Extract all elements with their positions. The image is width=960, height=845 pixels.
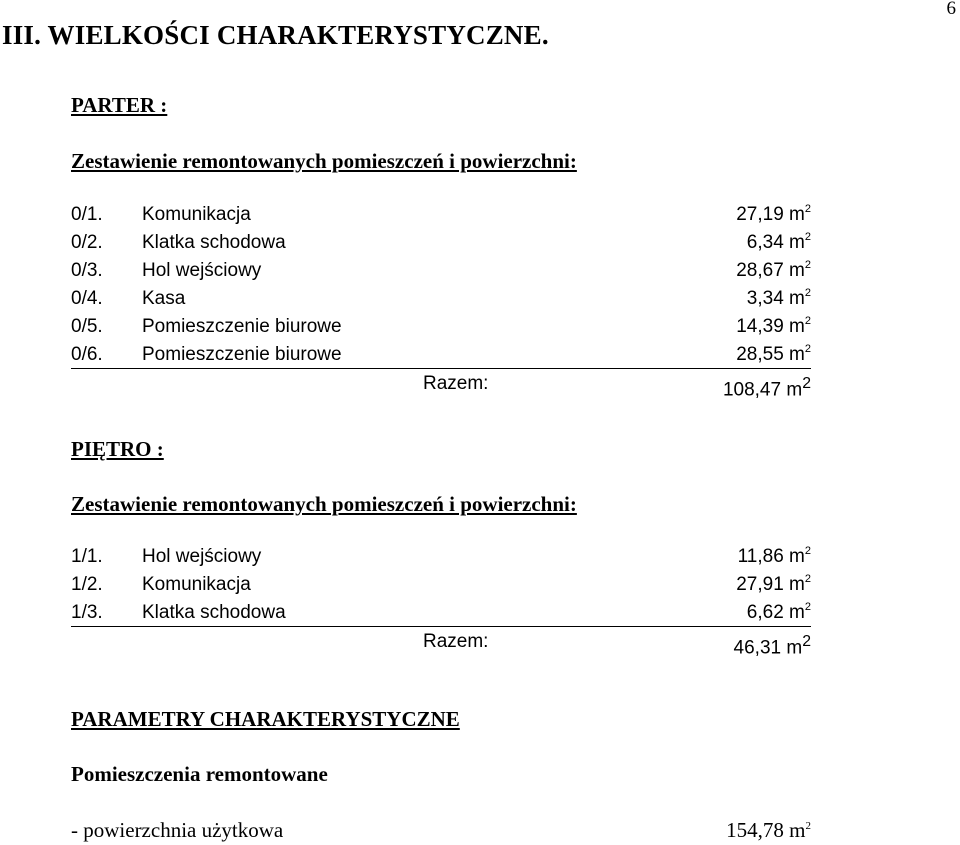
parameter-row — [71, 815, 811, 845]
area-unit-exponent: 2 — [805, 820, 811, 832]
pietro-table-caption: Zestawienie remontowanych pomieszczeń i powierzchni: — [71, 492, 577, 516]
area-unit-exponent: 2 — [802, 375, 811, 392]
room-number: 0/5. — [71, 316, 103, 337]
parameters-group-title: Pomieszczenia remontowane — [71, 762, 328, 786]
total-row — [71, 369, 811, 399]
page-number: 6 — [946, 0, 956, 19]
table-row — [71, 571, 811, 599]
total-row — [71, 627, 811, 657]
table-row — [71, 201, 811, 229]
table-row — [71, 543, 811, 571]
room-area: 14,39 $m^2$ — [736, 315, 811, 337]
area-unit-exponent: 2 — [804, 601, 811, 613]
table-row — [71, 257, 811, 285]
room-area: 3,34 $m^2$ — [746, 287, 811, 309]
total-label: Razem: — [423, 373, 489, 394]
area-unit-exponent: 2 — [804, 343, 811, 355]
room-number: 0/6. — [71, 344, 103, 365]
area-unit-exponent: 2 — [804, 203, 811, 215]
room-area: 6,34 $m^2$ — [746, 231, 811, 253]
room-area: 11,86 $m^2$ — [737, 545, 811, 567]
room-number: 0/4. — [71, 288, 103, 309]
area-unit-exponent: 2 — [804, 315, 811, 327]
table-row — [71, 285, 811, 313]
table-row — [71, 341, 811, 369]
table-row — [71, 313, 811, 341]
parter-room-table — [71, 201, 811, 399]
room-name: Komunikacja — [142, 204, 251, 225]
table-row — [71, 229, 811, 257]
room-name: Kasa — [142, 288, 186, 309]
area-unit-exponent: 2 — [804, 259, 811, 271]
room-number: 0/3. — [71, 260, 103, 281]
room-name: Hol wejściowy — [142, 260, 262, 281]
parter-heading: PARTER : — [71, 93, 168, 117]
room-name: Pomieszczenie biurowe — [142, 344, 342, 365]
room-area: 28,55 $m^2$ — [736, 343, 811, 365]
area-unit-exponent: 2 — [804, 231, 811, 243]
parter-table-caption: Zestawienie remontowanych pomieszczeń i powierzchni: — [71, 149, 577, 173]
pietro-heading: PIĘTRO : — [71, 437, 164, 461]
room-area: 6,62 $m^2$ — [746, 601, 811, 623]
room-number: 1/3. — [71, 602, 103, 623]
room-number: 0/1. — [71, 204, 103, 225]
room-name: Komunikacja — [142, 574, 251, 595]
parameter-value: 154,78 $m^2$ — [726, 818, 811, 842]
room-name: Klatka schodowa — [142, 602, 286, 623]
room-name: Klatka schodowa — [142, 232, 286, 253]
total-label: Razem: — [423, 631, 489, 652]
area-unit-exponent: 2 — [804, 573, 811, 585]
room-name: Hol wejściowy — [142, 546, 262, 567]
room-area: 27,91 $m^2$ — [736, 573, 811, 595]
area-unit-exponent: 2 — [804, 545, 811, 557]
document-title: III. WIELKOŚCI CHARAKTERYSTYCZNE. — [2, 20, 549, 50]
room-number: 1/2. — [71, 574, 103, 595]
room-name: Pomieszczenie biurowe — [142, 316, 342, 337]
room-area: 27,19 $m^2$ — [736, 203, 811, 225]
room-number: 1/1. — [71, 546, 103, 567]
parameter-label: - powierzchnia użytkowa — [71, 818, 284, 842]
area-unit-exponent: 2 — [802, 633, 811, 650]
area-unit-exponent: 2 — [804, 287, 811, 299]
total-value: 46,31 $m^2$ — [733, 633, 811, 659]
room-number: 0/2. — [71, 232, 103, 253]
parameters-heading: PARAMETRY CHARAKTERYSTYCZNE — [71, 707, 460, 731]
table-row — [71, 599, 811, 627]
total-value: 108,47 $m^2$ — [722, 375, 811, 401]
room-area: 28,67 $m^2$ — [736, 259, 811, 281]
pietro-room-table — [71, 543, 811, 657]
